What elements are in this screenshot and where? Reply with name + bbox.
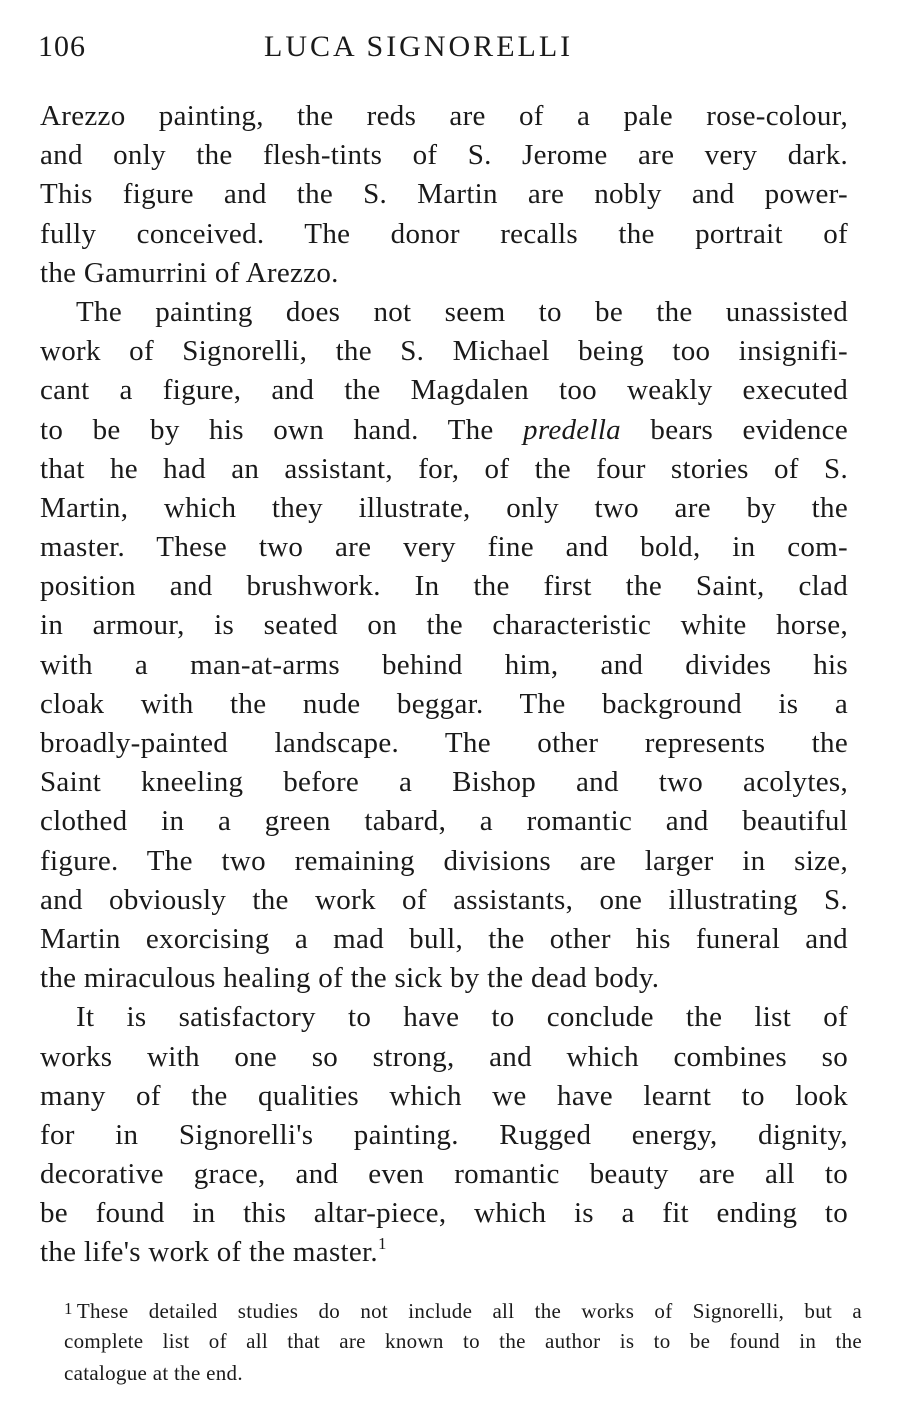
footnote-line: complete list of all that are known to the author is to be found in the xyxy=(64,1329,862,1353)
text-line: The painting does not seem to be the unassisted xyxy=(76,295,848,328)
text-line: cloak with the nude beggar. The background is a xyxy=(40,687,848,720)
text-line: and obviously the work of assistants, one illustrating S. xyxy=(40,883,848,916)
footnote-line xyxy=(64,1293,862,1325)
text-line: the Gamurrini of Arezzo. xyxy=(40,256,339,289)
paragraph-2 xyxy=(40,293,848,998)
text-line: cant a figure, and the Magdalen too weakly executed xyxy=(40,374,848,407)
text-line: in armour, is seated on the characteristic white horse, xyxy=(40,609,848,642)
text-line: It is satisfactory to have to conclude the list of xyxy=(76,1001,848,1034)
running-title: LUCA SIGNORELLI xyxy=(264,30,574,63)
text-line: Arezzo painting, the reds are of a pale rose-colour, xyxy=(40,100,848,132)
text-line xyxy=(40,411,848,450)
paragraph-3 xyxy=(40,998,848,1272)
text-segment: bears evidence xyxy=(620,413,849,446)
text-line: for in Signorelli's painting. Rugged energy, dignity, xyxy=(40,1118,848,1151)
text-line: position and brushwork. In the first the Saint, clad xyxy=(40,570,848,603)
text-line: Martin exorcising a mad bull, the other his funeral and xyxy=(40,922,848,955)
text-line: figure. The two remaining divisions are larger in size, xyxy=(40,844,848,877)
page-number: 106 xyxy=(38,30,86,63)
page-header xyxy=(38,30,618,70)
text-line: decorative grace, and even romantic beauty are all to xyxy=(40,1158,848,1191)
text-line: the miraculous healing of the sick by the dead body. xyxy=(40,962,660,995)
text-line: master. These two are very fine and bold, in com- xyxy=(40,531,848,564)
text-line: fully conceived. The donor recalls the portrait of xyxy=(40,217,848,250)
text-line: Saint kneeling before a Bishop and two acolytes, xyxy=(40,766,848,799)
text-line: with a man-at-arms behind him, and divides his xyxy=(40,648,848,681)
text-segment: the life's work of the master. xyxy=(40,1236,378,1269)
footnote xyxy=(64,1293,862,1389)
text-line: Martin, which they illustrate, only two are by the xyxy=(40,491,848,524)
text-line: This figure and the S. Martin are nobly and power- xyxy=(40,178,848,211)
body-text xyxy=(40,97,848,1273)
text-line: and only the flesh-tints of S. Jerome are very dark. xyxy=(40,139,848,172)
text-line: work of Signorelli, the S. Michael being too insignifi- xyxy=(40,335,848,368)
footnote-marker: 1 xyxy=(64,1299,73,1318)
paragraph-1 xyxy=(40,97,848,293)
text-line: works with one so strong, and which combines so xyxy=(40,1040,848,1073)
footnote-reference[interactable]: 1 xyxy=(377,1234,387,1254)
text-line: clothed in a green tabard, a romantic and beautiful xyxy=(40,805,848,838)
text-line xyxy=(40,1233,848,1272)
text-line: be found in this altar-piece, which is a fit ending to xyxy=(40,1197,848,1230)
footnote-line: catalogue at the end. xyxy=(64,1361,243,1385)
text-segment: to be by his own hand. The xyxy=(40,413,524,446)
text-line: many of the qualities which we have learnt to look xyxy=(40,1079,848,1112)
italic-term: predella xyxy=(523,413,621,446)
text-line: that he had an assistant, for, of the four stories of S. xyxy=(40,452,848,485)
text-segment: These detailed studies do not include all the works of Signorelli, but a xyxy=(76,1299,862,1323)
text-line: broadly-painted landscape. The other represents the xyxy=(40,727,848,759)
